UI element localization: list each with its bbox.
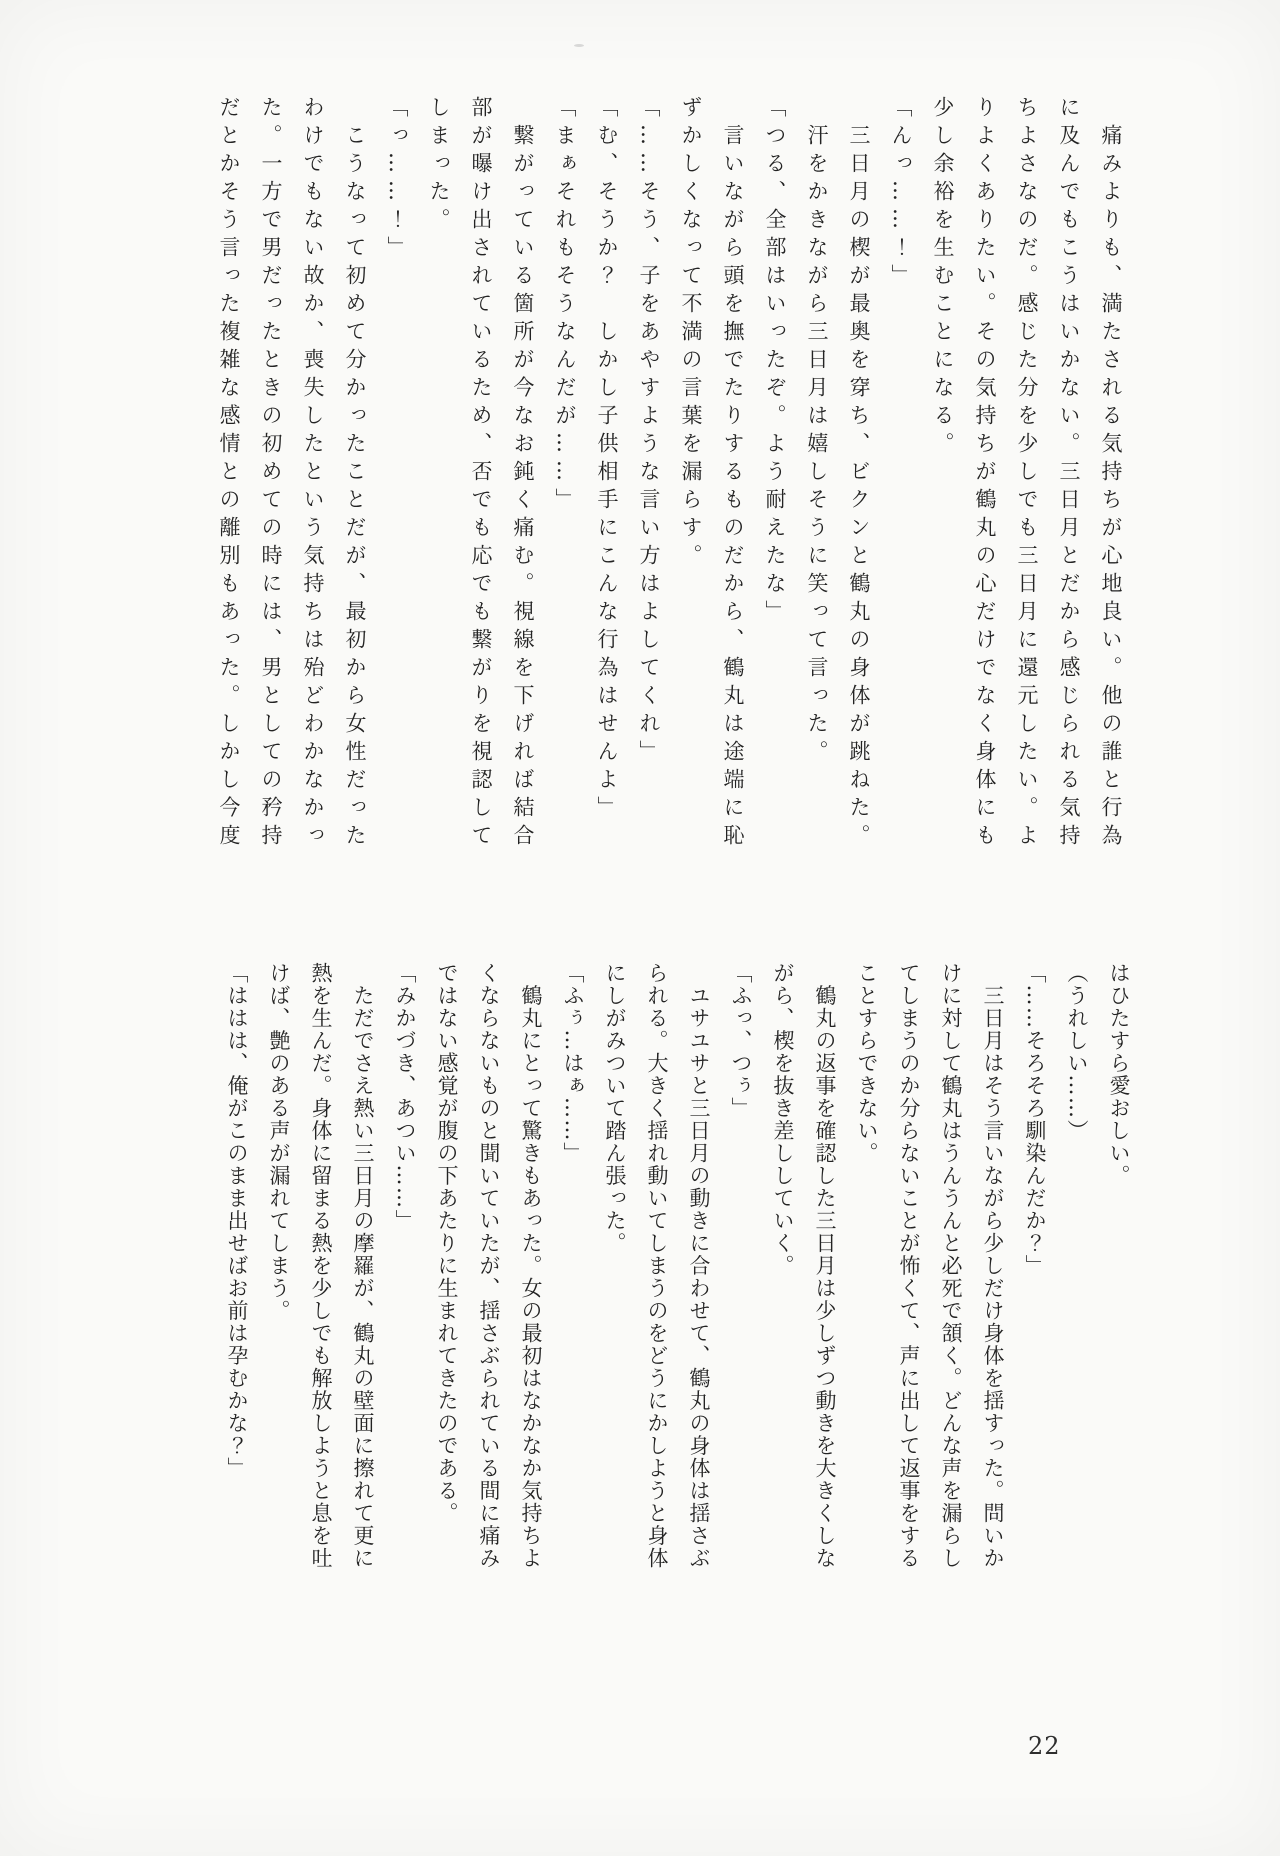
text-line: 鶴丸の返事を確認した三日月は少しずつ動きを大きくしな — [813, 962, 837, 1570]
text-line: ユサユサと三日月の動きに合わせて、鶴丸の身体は揺さぶ — [687, 962, 711, 1570]
text-line: 三日月はそう言いながら少しだけ身体を揺すった。問いか — [981, 962, 1005, 1570]
text-line: 繋がっている箇所が今なお鈍く痛む。視線を下げれば結合 — [511, 96, 535, 852]
text-line: ただでさえ熱い三日月の摩羅が、鶴丸の壁面に擦れて更に — [351, 962, 375, 1570]
text-line: にしがみついて踏ん張った。 — [603, 962, 627, 1255]
text-line: 「……そろそろ馴染んだか？」 — [1023, 962, 1047, 1277]
text-line: 「まぁそれもそうなんだが……」 — [553, 96, 577, 516]
text-line: けに対して鶴丸はうんうんと必死で頷く。どんな声を漏らし — [939, 962, 963, 1570]
text-line: 「みかづき、あつい……」 — [393, 962, 417, 1232]
text-line: だとかそう言った複雑な感情との離別もあった。しかし今度 — [217, 96, 241, 852]
text-line: わけでもない故か、喪失したという気持ちは殆どわかなかっ — [301, 96, 325, 852]
text-line: 熱を生んだ。身体に留まる熱を少しでも解放しようと息を吐 — [309, 962, 333, 1570]
text-line: （うれしい……） — [1065, 962, 1089, 1142]
text-line: 言いながら頭を撫でたりするものだから、鶴丸は途端に恥 — [721, 96, 745, 852]
text-line: 部が曝け出されているため、否でも応でも繋がりを視認して — [469, 96, 493, 852]
text-line: 三日月の楔が最奥を穿ち、ビクンと鶴丸の身体が跳ねた。 — [847, 96, 871, 852]
text-line: 「……そう、子をあやすような言い方はよしてくれ」 — [637, 96, 661, 768]
text-line: ではない感覚が腹の下あたりに生まれてきたのである。 — [435, 962, 459, 1525]
text-line: ことすらできない。 — [855, 962, 879, 1165]
scan-speck — [574, 44, 584, 47]
text-line: けば、艶のある声が漏れてしまう。 — [267, 962, 291, 1322]
text-line: しまった。 — [427, 96, 451, 236]
text-line: 「んっ……！」 — [889, 96, 913, 292]
text-line: 少し余裕を生むことになる。 — [931, 96, 955, 460]
text-line: りよくありたい。その気持ちが鶴丸の心だけでなく身体にも — [973, 96, 997, 852]
text-line: 「ふっ、つぅ」 — [729, 962, 753, 1120]
text-line: ずかしくなって不満の言葉を漏らす。 — [679, 96, 703, 572]
text-line: に及んでもこうはいかない。三日月とだから感じられる気持 — [1057, 96, 1081, 852]
text-line: 「つる、全部はいったぞ。よう耐えたな」 — [763, 96, 787, 628]
page-number: 22 — [1028, 1732, 1061, 1760]
text-line: ちよさなのだ。感じた分を少しでも三日月に還元したい。よ — [1015, 96, 1039, 852]
text-line: 痛みよりも、満たされる気持ちが心地良い。他の誰と行為 — [1099, 96, 1123, 852]
text-line: 汗をかきながら三日月は嬉しそうに笑って言った。 — [805, 96, 829, 768]
text-line: はひたすら愛おしい。 — [1107, 962, 1131, 1187]
text-line: こうなって初めて分かったことだが、最初から女性だった — [343, 96, 367, 852]
text-line: 「ふぅ…はぁ……」 — [561, 962, 585, 1165]
text-block-bottom — [216, 962, 1140, 1570]
text-line: がら、楔を抜き差ししていく。 — [771, 962, 795, 1277]
text-line: 「む、そうか？ しかし子供相手にこんな行為はせんよ」 — [595, 96, 619, 824]
text-line: 「っ……！」 — [385, 96, 409, 264]
text-line: た。一方で男だったときの初めての時には、男としての矜持 — [259, 96, 283, 852]
text-line: てしまうのか分らないことが怖くて、声に出して返事をする — [897, 962, 921, 1570]
text-line: られる。大きく揺れ動いてしまうのをどうにかしようと身体 — [645, 962, 669, 1570]
text-line: 鶴丸にとって驚きもあった。女の最初はなかなか気持ちよ — [519, 962, 543, 1570]
text-block-top — [208, 96, 1132, 880]
text-line: 「ははは、俺がこのまま出せばお前は孕むかな？」 — [225, 962, 249, 1480]
text-line: くならないものと聞いていたが、揺さぶられている間に痛み — [477, 962, 501, 1570]
